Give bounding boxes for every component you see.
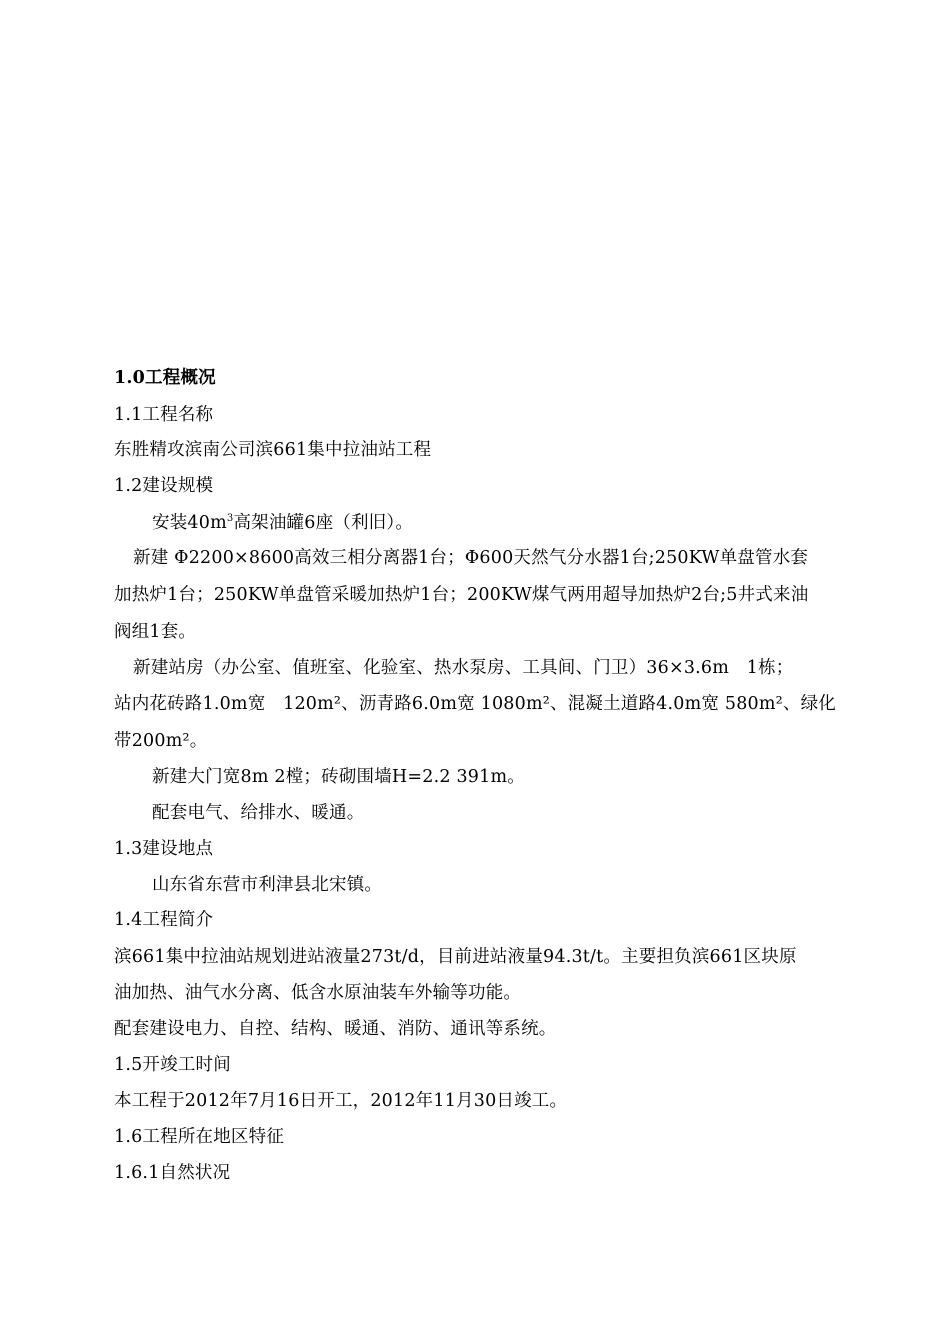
section-1-2-title: 1.2建设规模 xyxy=(114,476,214,496)
section-1-4-line-1: 滨661集中拉油站规划进站液量273t/d，目前进站液量94.3t/t。主要担负滨661区块原 xyxy=(114,947,797,967)
section-1-2-para-3-line-1: 新建站房（办公室、值班室、化验室、热水泵房、工具间、门卫）36×3.6m 1栋； xyxy=(133,658,794,678)
para-1-text-b: 高架油罐6座（利旧）。 xyxy=(233,513,414,533)
para-1-superscript: 3 xyxy=(226,513,234,525)
section-1-2-para-4: 新建大门宽8m 2樘；砖砌围墙H=2.2 391m。 xyxy=(152,767,525,787)
section-1-2-para-2-line-3: 阀组1套。 xyxy=(114,622,197,642)
section-1-5-body: 本工程于2012年7月16日开工，2012年11月30日竣工。 xyxy=(114,1091,568,1111)
section-1-2-para-5: 配套电气、给排水、暖通。 xyxy=(152,803,365,823)
section-1-2-para-2-line-2: 加热炉1台；250KW单盘管采暖加热炉1台；200KW煤气两用超导加热炉2台;5井式来油 xyxy=(114,585,809,605)
section-1-4-line-3: 配套建设电力、自控、结构、暖通、消防、通讯等系统。 xyxy=(114,1019,557,1039)
para-1-text-a: 安装40m xyxy=(152,513,227,533)
section-1-3-body: 山东省东营市利津县北宋镇。 xyxy=(152,875,383,895)
section-1-3-title: 1.3建设地点 xyxy=(114,839,214,859)
heading-main: 1.0工程概况 xyxy=(114,368,216,388)
section-1-2-para-1 xyxy=(152,511,413,535)
section-1-2-para-3-line-3: 带200m²。 xyxy=(114,731,208,751)
section-1-2-para-2-line-1: 新建 Φ2200×8600高效三相分离器1台；Φ600天然气分水器1台;250KW单盘管水套 xyxy=(133,548,809,568)
section-1-5-title: 1.5开竣工时间 xyxy=(114,1055,231,1075)
section-1-4-line-2: 油加热、油气水分离、低含水原油装车外输等功能。 xyxy=(114,983,522,1003)
section-1-1-body: 东胜精攻滨南公司滨661集中拉油站工程 xyxy=(114,440,432,460)
section-1-1-title: 1.1工程名称 xyxy=(114,405,214,425)
section-1-6-title: 1.6工程所在地区特征 xyxy=(114,1127,285,1147)
section-1-6-1-title: 1.6.1自然状况 xyxy=(114,1163,231,1183)
section-1-2-para-3-line-2: 站内花砖路1.0m宽 120m²、沥青路6.0m宽 1080m²、混凝土道路4.0m宽 580m²、绿化 xyxy=(114,694,836,714)
section-1-4-title: 1.4工程简介 xyxy=(114,910,214,930)
